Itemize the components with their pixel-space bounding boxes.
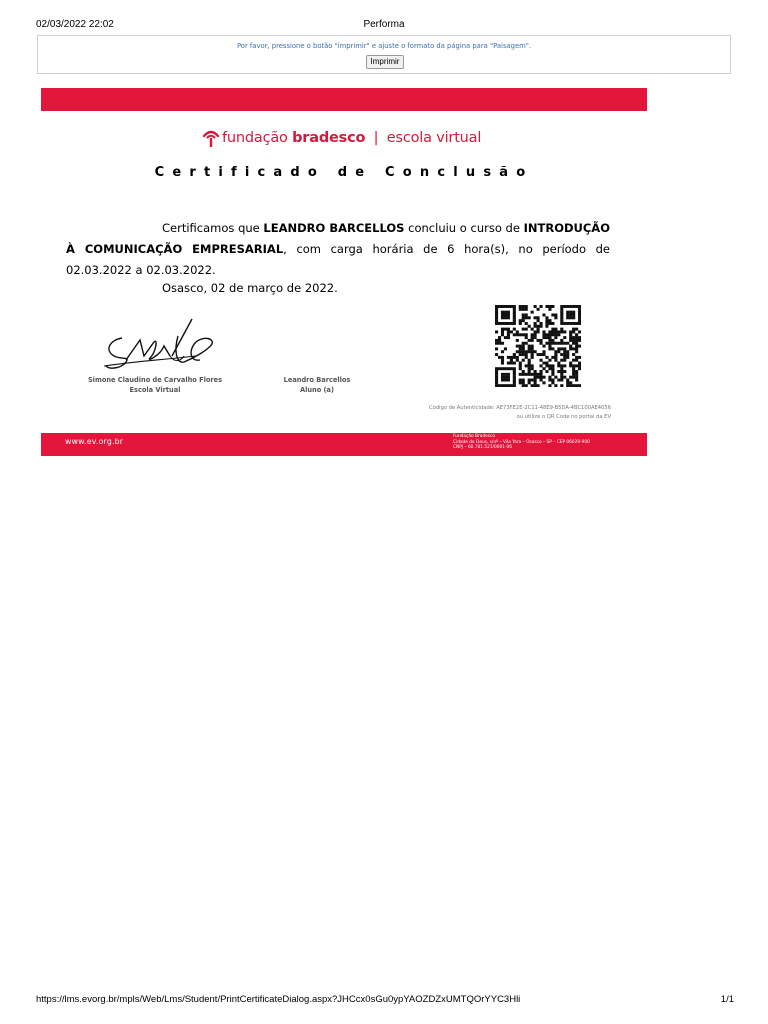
certificate-body: Certificamos que LEANDRO BARCELLOS concluiu o curso de INTRODUÇÃO À COMUNICAÇÃO EMPRESARIAL, com carga horária de 6 hora(s), no período de 02.03.2022 a 02.03.2022. xyxy=(66,221,610,277)
qr-code[interactable] xyxy=(495,305,581,387)
print-button[interactable]: Imprimir xyxy=(366,55,404,69)
print-url: https://lms.evorg.br/mpls/Web/Lms/Student/PrintCertificateDialog.aspx?JHCcx0sGu0ypYAOZDZxUMTQOrYYC3Hli xyxy=(36,994,521,1005)
student-name: LEANDRO BARCELLOS xyxy=(263,221,405,235)
student-signature-name: Leandro Barcellos xyxy=(283,376,351,384)
bradesco-tree-icon xyxy=(201,127,221,149)
print-page-title: Performa xyxy=(363,19,405,30)
city-date: Osasco, 02 de março de 2022. xyxy=(162,281,338,295)
footer-address: Fundação Bradesco Cidade de Deus, s/nº – Vila Yara – Osasco – SP – CEP 06029-900 CNPJ – 60.701.521/0001-06 xyxy=(453,434,590,451)
print-notice-message: Por favor, pressione o botão "imprimir" e ajuste o formato da página para "Paisagem". xyxy=(236,42,532,50)
top-red-band xyxy=(41,88,647,111)
fundacao-bradesco-logo xyxy=(201,127,481,149)
print-notice-box xyxy=(37,35,731,74)
course-name: INTRODUÇÃO À COMUNICAÇÃO EMPRESARIAL xyxy=(66,221,610,256)
authentication-code: Código de Autenticidade: AE73FE2E-2C11-48E9-B5DA-4BC100AE4056 xyxy=(428,405,611,411)
signature-image xyxy=(100,316,220,378)
authentication-hint: ou utilize o QR Code no portal da EV xyxy=(516,414,611,420)
authentication-info xyxy=(429,404,611,422)
signatory-name: Simone Claudino de Carvalho Flores xyxy=(87,376,223,384)
student-role: Aluno (a) xyxy=(299,385,335,394)
signatory-block xyxy=(75,376,235,395)
logo-text: fundação bradesco | escola virtual xyxy=(222,130,482,146)
print-datetime: 02/03/2022 22:02 xyxy=(36,19,114,30)
signatory-role: Escola Virtual xyxy=(129,385,181,394)
certificate-title: Certificado de Conclusão xyxy=(154,165,534,180)
footer-website-link[interactable]: www.ev.org.br xyxy=(65,437,124,446)
student-block xyxy=(262,376,372,395)
print-page-number: 1/1 xyxy=(720,994,734,1005)
